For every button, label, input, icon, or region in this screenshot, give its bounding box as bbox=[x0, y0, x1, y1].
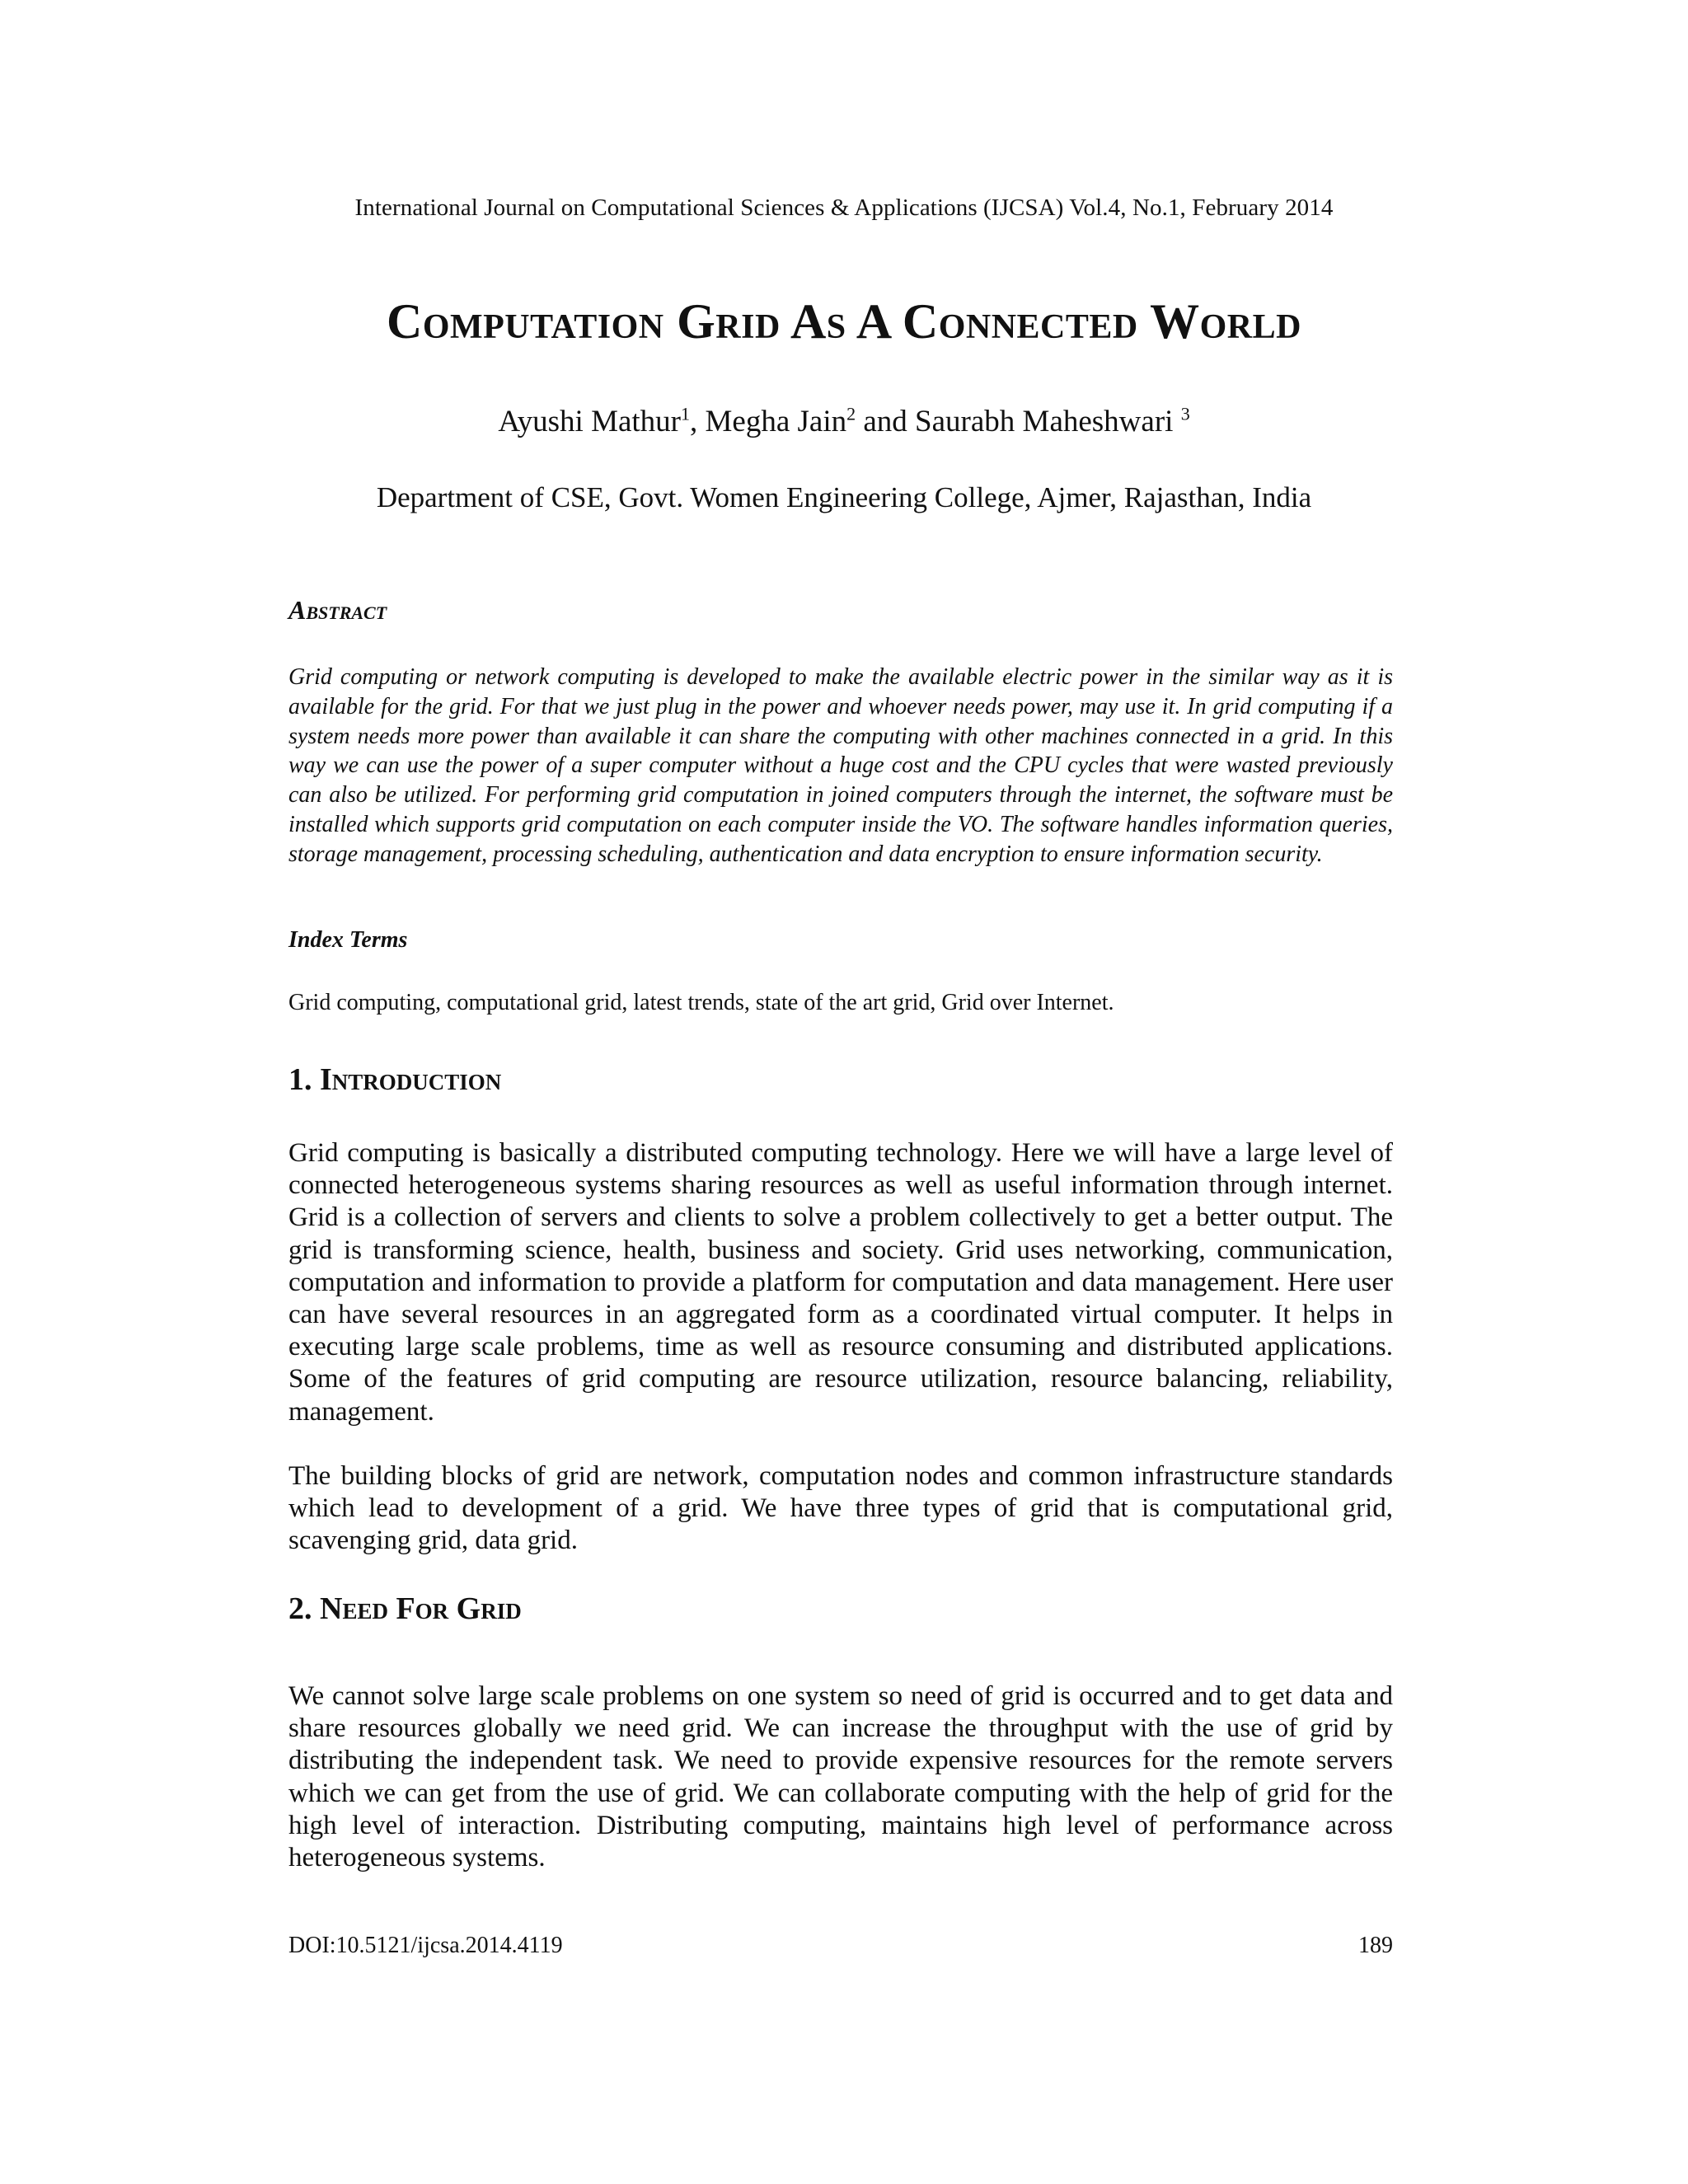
author-affil-mark: 3 bbox=[1180, 403, 1190, 424]
abstract-text: Grid computing or network computing is developed to make the available electric power in the similar way as it is available for the grid. For that we just plug in the power and whoever needs power, may use it. In grid computing if a system needs more power than available it can share the computing with other machines connected in a grid. In this way we can use the power of a super computer without a huge cost and the CPU cycles that were wasted previously can also be utilized. For performing grid computation in joined computers through the internet, the software must be installed which supports grid computation on each computer inside the VO. The software handles information queries, storage management, processing scheduling, authentication and data encryption to ensure information security. bbox=[288, 664, 1393, 867]
author-name: Saurabh Maheshwari bbox=[915, 405, 1181, 438]
doi-footer: DOI:10.5121/ijcsa.2014.4119 bbox=[288, 1933, 563, 1958]
abstract-heading: Abstract bbox=[288, 595, 387, 625]
author-list bbox=[0, 404, 1688, 439]
author-affil-mark: 2 bbox=[846, 403, 856, 424]
index-terms-heading: Index Terms bbox=[288, 927, 408, 953]
running-header: International Journal on Computational Sciences & Applications (IJCSA) Vol.4, No.1, February 2014 bbox=[354, 194, 1334, 221]
paper-title: Computation Grid As A Connected World bbox=[387, 294, 1301, 349]
body-paragraph: The building blocks of grid are network, computation nodes and common infrastructure standards which lead to development of a grid. We have three types of grid that is computational grid, scavenging grid, data grid. bbox=[288, 1461, 1393, 1556]
body-paragraph: We cannot solve large scale problems on one system so need of grid is occurred and to get data and share resources globally we need grid. We can increase the throughput with the use of grid by distributing the independent task. We need to provide expensive resources for the remote servers which we can get from the use of grid. We can collaborate computing with the help of grid for the high level of interaction. Distributing computing, maintains high level of performance across heterogeneous systems. bbox=[288, 1681, 1393, 1873]
section-heading-introduction: 1. Introduction bbox=[288, 1062, 502, 1097]
section-heading-need-for-grid: 2. Need For Grid bbox=[288, 1591, 522, 1626]
page-number: 189 bbox=[1358, 1933, 1393, 1958]
author-name: Ayushi Mathur bbox=[498, 405, 681, 438]
body-paragraph: Grid computing is basically a distributed computing technology. Here we will have a large level of connected heterogeneous systems sharing resources as well as useful information through internet. Grid is a collection of servers and clients to solve a problem collectively to get a better output. The grid is transforming science, health, business and society. Grid uses networking, communication, computation and information to provide a platform for computation and data management. Here user can have several resources in an aggregated form as a coordinated virtual computer. It helps in executing large scale problems, time as well as resource consuming and distributed applications. Some of the features of grid computing are resource utilization, resource balancing, reliability, management. bbox=[288, 1138, 1393, 1427]
author-separator: and bbox=[856, 405, 916, 438]
author-name: Megha Jain bbox=[705, 405, 847, 438]
author-separator: , bbox=[690, 405, 706, 438]
author-affiliation: Department of CSE, Govt. Women Engineering College, Ajmer, Rajasthan, India bbox=[376, 481, 1312, 513]
index-terms-text: Grid computing, computational grid, latest trends, state of the art grid, Grid over Internet. bbox=[288, 990, 1114, 1015]
author-affil-mark: 1 bbox=[681, 403, 690, 424]
